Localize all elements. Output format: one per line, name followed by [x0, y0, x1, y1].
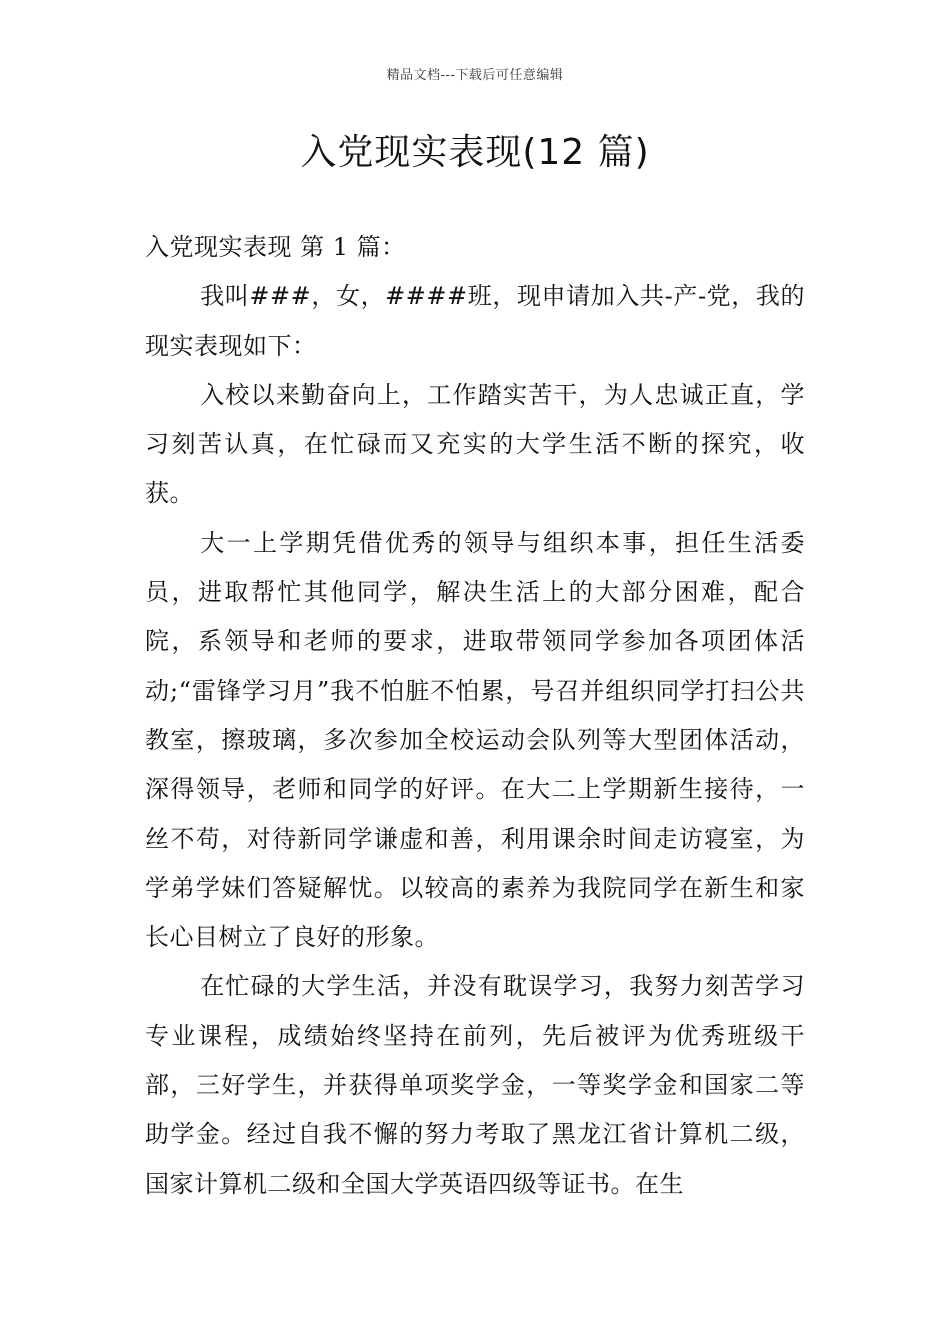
document-title: 入党现实表现(12 篇) [300, 132, 650, 173]
header-note: 精品文档---下载后可任意编辑 [386, 68, 564, 83]
paragraph-study-attitude: 入校以来勤奋向上，工作踏实苦干，为人忠诚正直，学习刻苦认真，在忙碌而又充实的大学生活不断的探究，收获。 [145, 380, 805, 508]
paragraph-academic-achievements: 在忙碌的大学生活，并没有耽误学习，我努力刻苦学习专业课程，成绩始终坚持在前列，先后被评为优秀班级干部，三好学生，并获得单项奖学金，一等奖学金和国家二等助学金。经过自我不懈的努力考取了黑龙江省计算机二级，国家计算机二级和全国大学英语四级等证书。在生 [145, 972, 805, 1198]
document-body [145, 223, 805, 1209]
paragraph-intro: 我叫###，女，####班，现申请加入共-产-党，我的现实表现如下： [145, 282, 805, 360]
section-heading: 入党现实表现 第 1 篇： [145, 233, 406, 261]
paragraph-class-duties: 大一上学期凭借优秀的领导与组织本事，担任生活委员，进取帮忙其他同学，解决生活上的大部分困难，配合院，系领导和老师的要求，进取带领同学参加各项团体活动;“雷锋学习月”我不怕脏不怕累，号召并组织同学打扫公共教室，擦玻璃，多次参加全校运动会队列等大型团体活动，深得领导，老师和同学的好评。在大二上学期新生接待，一丝不苟，对待新同学谦虚和善，利用课余时间走访寝室，为学弟学妹们答疑解忧。以较高的素养为我院同学在新生和家长心目树立了良好的形象。 [145, 528, 805, 952]
